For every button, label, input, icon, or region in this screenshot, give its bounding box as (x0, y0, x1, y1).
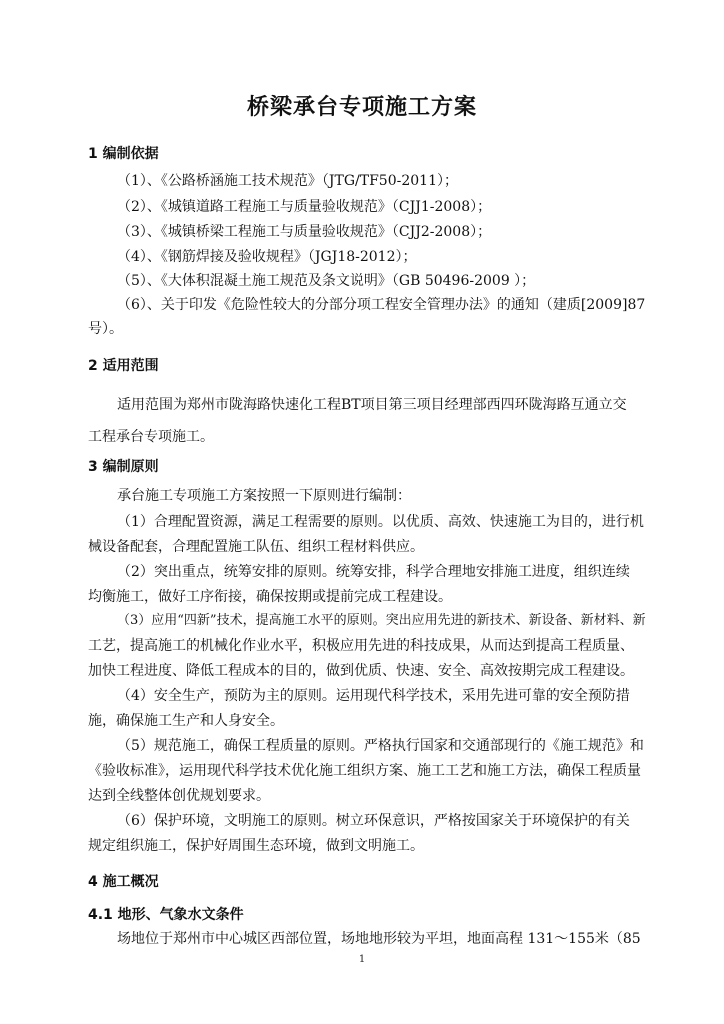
paragraph-line: （3）应用“四新”技术，提高施工水平的原则。突出应用先进的新技术、新设备、新材料、新 (117, 613, 646, 628)
paragraph-line: 达到全线整体创优规划要求。 (88, 788, 270, 804)
paragraph-line: 场地位于郑州市中心城区西部位置，场地地形较为平坦，地面高程 131～155米（85 (117, 931, 641, 947)
paragraph-line: 械设备配套，合理配置施工队伍、组织工程材料供应。 (88, 539, 424, 555)
page-number: 1 (358, 954, 366, 965)
paragraph-line: （1）合理配置资源，满足工程需要的原则。以优质、高效、快速施工为目的，进行机 (117, 514, 644, 530)
paragraph-line: 工艺，提高施工的机械化作业水平，积极应用先进的科技成果，从而达到提高工程质量、 (88, 638, 634, 654)
section-heading: 3 编制原则 (88, 459, 159, 475)
paragraph-line: 加快工程进度、降低工程成本的目的，做到优质、快速、安全、高效按期完成工程建设。 (88, 663, 634, 679)
paragraph-line: 均衡施工，做好工序衔接，确保按期或提前完成工程建设。 (88, 589, 452, 605)
paragraph-line: （5）规范施工，确保工程质量的原则。严格执行国家和交通部现行的《施工规范》和 (117, 738, 644, 754)
paragraph-line: （2）、《城镇道路工程施工与质量验收规范》（CJJ1-2008）； (117, 199, 492, 215)
paragraph-line: 号）。 (88, 321, 123, 337)
paragraph-line: 《验收标准》，运用现代科学技术优化施工组织方案、施工工艺和施工方法，确保工程质量 (88, 763, 641, 779)
paragraph-line: 工程承台专项施工。 (88, 429, 214, 445)
paragraph-line: （6）保护环境，文明施工的原则。树立环保意识，严格按国家关于环境保护的有关 (117, 813, 630, 829)
section-heading: 2 适用范围 (88, 358, 159, 374)
section-heading: 1 编制依据 (88, 146, 159, 162)
paragraph-line: （6）、关于印发《危险性较大的分部分项工程安全管理办法》的通知（建质[2009]87 (117, 297, 646, 313)
paragraph-line: 施，确保施工生产和人身安全。 (88, 713, 284, 729)
paragraph-line: （2）突出重点，统筹安排的原则。统筹安排，科学合理地安排施工进度，组织连续 (117, 564, 630, 580)
paragraph-line: （4）安全生产，预防为主的原则。运用现代科学技术，采用先进可靠的安全预防措 (117, 688, 630, 704)
paragraph-line: 适用范围为郑州市陇海路快速化工程BT项目第三项目经理部西四环陇海路互通立交 (117, 397, 627, 413)
paragraph-line: （1）、《公路桥涵施工技术规范》（JTG/TF50-2011）； (117, 173, 458, 189)
paragraph-line: （5）、《大体积混凝土施工规范及条文说明》（GB 50496-2009 ）； (117, 273, 536, 289)
subsection-heading: 4.1 地形、气象水文条件 (88, 907, 244, 923)
paragraph-line: 承台施工专项施工方案按照一下原则进行编制： (117, 488, 411, 504)
paragraph-line: 规定组织施工，保护好周围生态环境，做到文明施工。 (88, 838, 424, 854)
page-title: 桥梁承台专项施工方案 (246, 95, 477, 120)
paragraph-line: （3）、《城镇桥梁工程施工与质量验收规范》（CJJ2-2008）； (117, 224, 492, 240)
section-heading: 4 施工概况 (88, 874, 159, 890)
paragraph-line: （4）、《钢筋焊接及验收规程》（JGJ18-2012）； (117, 249, 417, 265)
